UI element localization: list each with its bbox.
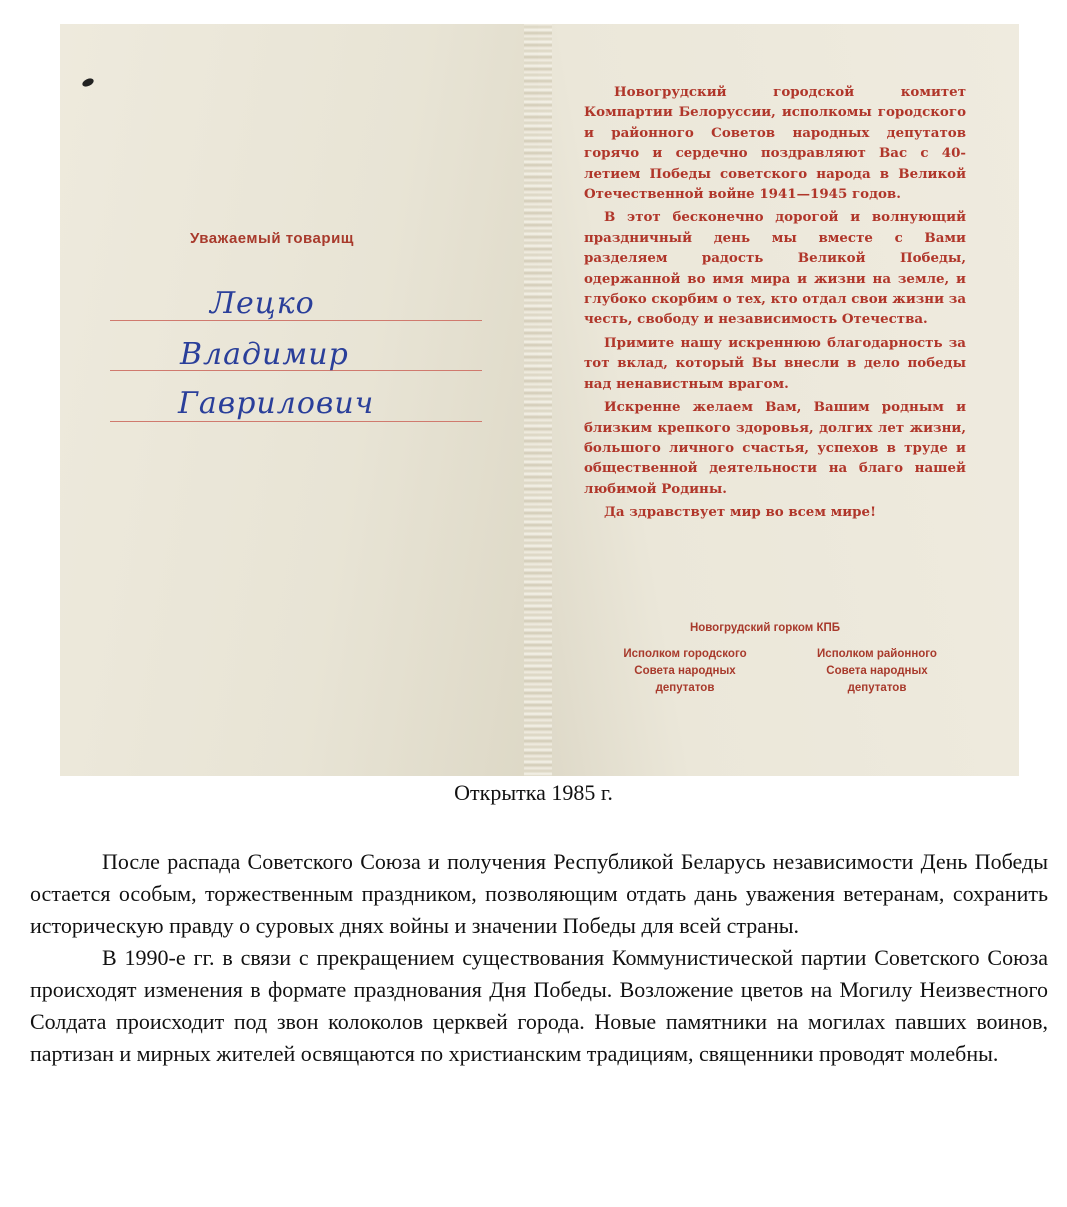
- signature-city-executive: [590, 646, 780, 697]
- card-greeting: Уважаемый товарищ: [190, 230, 354, 247]
- postcard-photo: [60, 24, 1019, 776]
- card-letter: [584, 82, 966, 526]
- signature-line: Исполком районного: [817, 648, 937, 660]
- letter-paragraph: Новогрудский городской комитет Компартии Белоруссии, исполкомы городского и районного Советов народных депутатов горячо и сердечно поздравляют Вас с 40-летием Победы советского народа в Великой Отечественной войне 1941—1945 годов.: [584, 84, 966, 203]
- card-spine: [524, 24, 552, 776]
- signature-line: депутатов: [655, 682, 715, 694]
- letter-paragraph: В этот бесконечно дорогой и волнующий праздничный день мы вместе с Вами разделяем радость Великой Победы, одержанной во имя мира и жизни на земле, и глубоко скорбим о тех, кто отдал свои жизни за честь, свободу и независимость Отечества.: [584, 209, 966, 328]
- name-line: [110, 421, 482, 422]
- body-paragraph: В 1990-е гг. в связи с прекращением существования Коммунистической партии Советского Союза происходят изменения в формате празднования Дня Победы. Возложение цветов на Могилу Неизвестного Солдата происходит под звон колоколов церквей города. Новые памятники на могилах павших воинов, партизан и мирных жителей освящаются по христианским традициям, священники проводят молебны.: [30, 945, 1048, 1066]
- signature-line: Совета народных: [826, 665, 928, 677]
- body-text: [30, 846, 1048, 1070]
- figure-caption: Открытка 1985 г.: [454, 780, 613, 805]
- signature-gorkom: Новогрудский горком КПБ: [689, 622, 841, 634]
- letter-paragraph: Искренне желаем Вам, Вашим родным и близким крепкого здоровья, долгих лет жизни, большого личного счастья, успехов в труде и общественной деятельности на благо нашей любимой Родины.: [584, 399, 966, 497]
- signature-district-executive: [782, 646, 972, 697]
- letter-closing: Да здравствует мир во всем мире!: [604, 504, 876, 521]
- letter-paragraph: Примите нашу искреннюю благодарность за тот вклад, который Вы внесли в дело победы над ненавистным врагом.: [584, 334, 966, 392]
- signature-line: депутатов: [847, 682, 907, 694]
- body-paragraph: После распада Советского Союза и получения Республикой Беларусь независимости День Победы остается особым, торжественным праздником, позволяющим отдать дань уважения ветеранам, сохранить историческую правду о суровых днях войны и значении Победы для всей страны.: [30, 849, 1048, 938]
- handwritten-patronymic: Гаврилович: [178, 386, 375, 421]
- handwritten-surname: Лецко: [210, 286, 315, 321]
- handwritten-first-name: Владимир: [180, 337, 349, 372]
- signature-line: Исполком городского: [623, 648, 747, 660]
- signature-line: Совета народных: [634, 665, 736, 677]
